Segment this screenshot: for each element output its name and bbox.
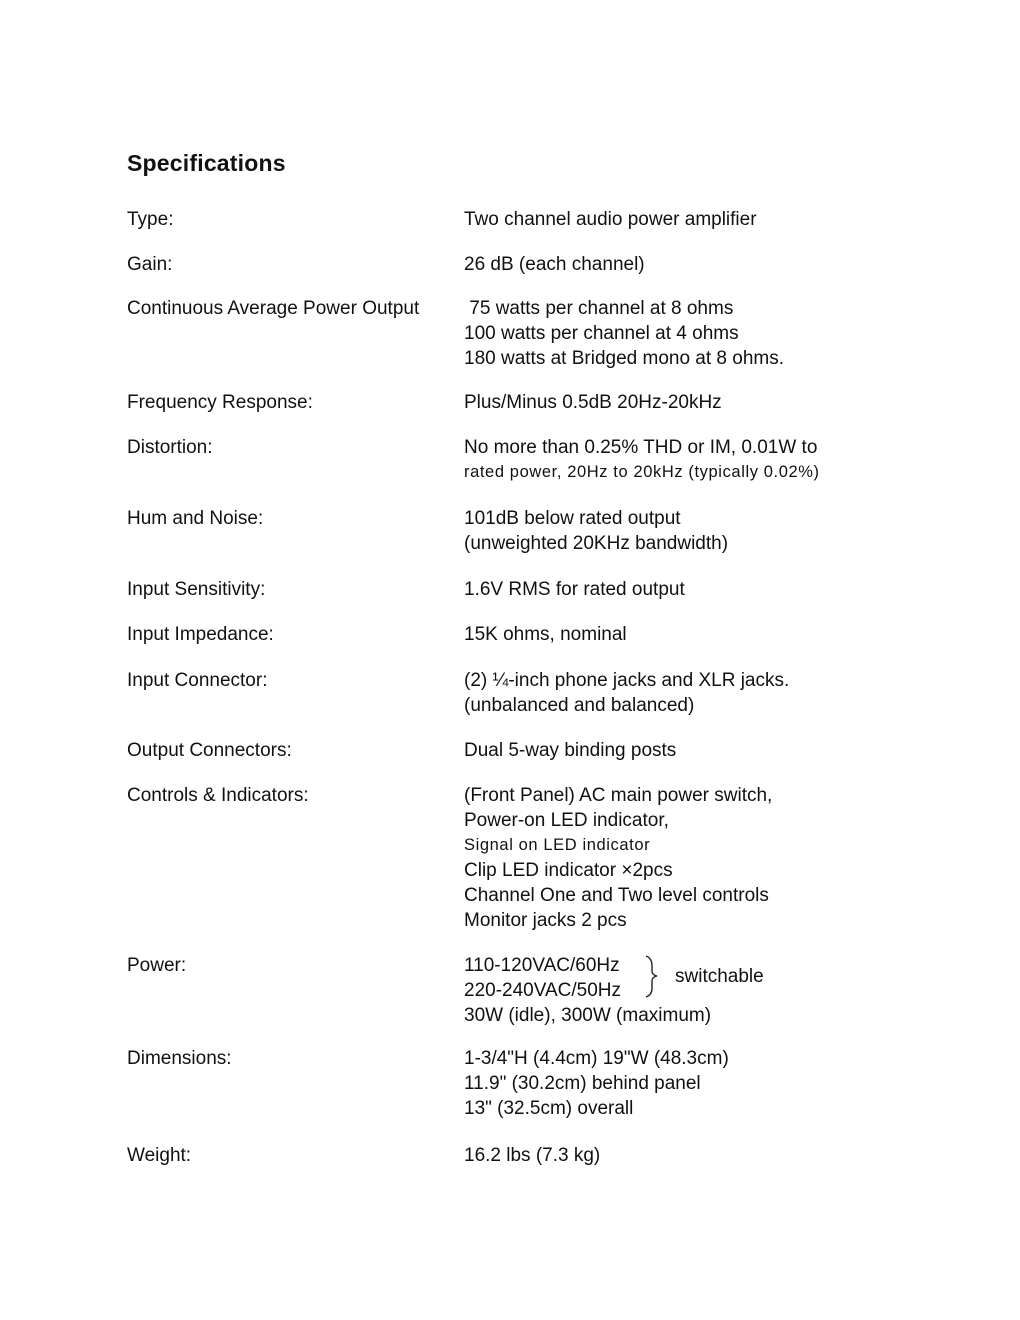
spec-label: Controls & Indicators: <box>127 785 309 806</box>
spec-value-line: 13" (32.5cm) overall <box>464 1098 634 1119</box>
spec-value <box>464 296 784 371</box>
spec-value-line: 26 dB (each channel) <box>464 254 645 275</box>
spec-value <box>464 252 645 277</box>
spec-value <box>464 435 820 485</box>
spec-label: Output Connectors: <box>127 740 292 761</box>
voltage-option: 110-120VAC/60Hz <box>464 955 620 976</box>
spec-value-line: 1.6V RMS for rated output <box>464 579 685 600</box>
spec-label: Input Impedance: <box>127 624 274 645</box>
spec-value-line: 101dB below rated output <box>464 508 681 529</box>
spec-label: Gain: <box>127 254 173 275</box>
page-title: Specifications <box>127 150 286 176</box>
spec-value-line: 75 watts per channel at 8 ohms <box>464 298 734 319</box>
spec-value-line: Signal on LED indicator <box>464 836 651 854</box>
spec-value-line: Dual 5-way binding posts <box>464 740 677 761</box>
spec-value <box>464 1046 729 1121</box>
spec-value-line: Monitor jacks 2 pcs <box>464 910 627 931</box>
spec-value-line: 100 watts per channel at 4 ohms <box>464 323 739 344</box>
spec-label: Hum and Noise: <box>127 508 264 529</box>
spec-value-line: 30W (idle), 300W (maximum) <box>464 1005 712 1026</box>
spec-value-line: Clip LED indicator ×2pcs <box>464 860 673 881</box>
spec-value <box>464 390 722 415</box>
spec-label: Type: <box>127 209 174 230</box>
spec-value-line: (unweighted 20KHz bandwidth) <box>464 533 729 554</box>
spec-label: Continuous Average Power Output <box>127 298 420 319</box>
spec-value-line: 15K ohms, nominal <box>464 624 627 645</box>
spec-label: Frequency Response: <box>127 392 313 413</box>
switchable-label: switchable <box>675 966 764 987</box>
spec-value-line: Channel One and Two level controls <box>464 885 769 906</box>
spec-value-line: Two channel audio power amplifier <box>464 209 757 230</box>
spec-value <box>464 953 764 1028</box>
spec-value <box>464 506 728 556</box>
spec-label: Distortion: <box>127 437 213 458</box>
spec-value <box>464 622 627 647</box>
spec-value <box>464 577 685 602</box>
spec-value-line: Power-on LED indicator, <box>464 810 669 831</box>
spec-value-line: 180 watts at Bridged mono at 8 ohms. <box>464 348 785 369</box>
spec-value-line: Plus/Minus 0.5dB 20Hz-20kHz <box>464 392 722 413</box>
spec-value <box>464 668 789 718</box>
spec-label: Input Connector: <box>127 670 268 691</box>
spec-label: Power: <box>127 955 187 976</box>
right-brace-icon <box>644 954 660 998</box>
spec-value <box>464 207 757 232</box>
spec-value <box>464 1143 600 1168</box>
spec-value <box>464 783 772 933</box>
spec-value-line: (2) ¼-inch phone jacks and XLR jacks. <box>464 670 790 691</box>
spec-value-line: (Front Panel) AC main power switch, <box>464 785 773 806</box>
spec-value-line: 11.9" (30.2cm) behind panel <box>464 1073 701 1094</box>
voltage-group <box>464 953 764 1003</box>
spec-label: Weight: <box>127 1145 192 1166</box>
spec-value-line: rated power, 20Hz to 20kHz (typically 0.02%) <box>464 463 820 481</box>
spec-value-line: 1-3/4"H (4.4cm) 19"W (48.3cm) <box>464 1048 729 1069</box>
spec-label: Dimensions: <box>127 1048 232 1069</box>
spec-value <box>464 738 676 763</box>
voltage-option: 220-240VAC/50Hz <box>464 980 622 1001</box>
spec-value-line: 16.2 lbs (7.3 kg) <box>464 1145 601 1166</box>
spec-value-line: No more than 0.25% THD or IM, 0.01W to <box>464 437 818 458</box>
spec-value-line: (unbalanced and balanced) <box>464 695 695 716</box>
spec-label: Input Sensitivity: <box>127 579 266 600</box>
